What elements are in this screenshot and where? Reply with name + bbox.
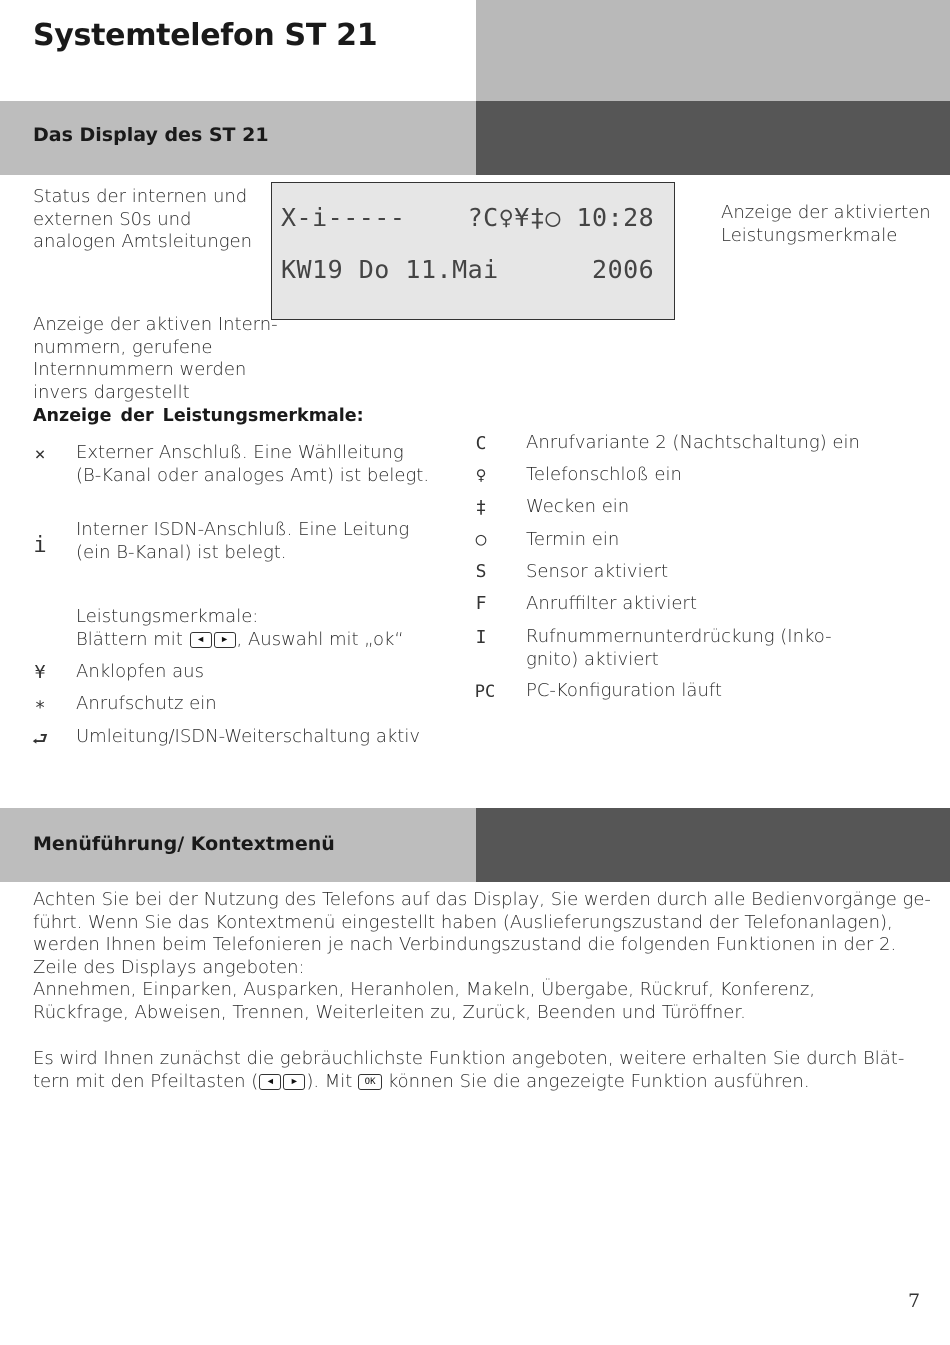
callout-line-status (33, 186, 252, 254)
menu-paragraph-2 (33, 1048, 904, 1093)
paragraph-fragment: können Sie die angezeigte Funktion ausführen. (382, 1070, 810, 1092)
alarm-icon: ‡ (475, 497, 487, 518)
feature-item-forwarding: Umleitung/ISDN-Weiterschaltung aktiv (76, 726, 420, 747)
arrow-left-key-icon: ◄ (259, 1074, 281, 1090)
scroll-note-suffix: , Auswahl mit „ok“ (236, 628, 404, 650)
section-band-right (476, 808, 950, 882)
arrow-left-key-icon: ◄ (190, 632, 212, 648)
x-icon: ⨯ (34, 444, 46, 465)
phone-lock-icon: ♀ (475, 465, 487, 486)
callout-line: Internnummern werden (33, 359, 247, 380)
arrow-right-key-icon: ► (214, 632, 236, 648)
paragraph-line: führt. Wenn Sie das Kontextmenü eingestellt haben (Auslieferungszustand der Telefonanlagen), (33, 911, 893, 933)
menu-paragraph-1 (33, 889, 931, 1024)
paragraph-line: werden Ihnen beim Telefonieren je nach Verbindungszustand die folgenden Funktionen in der 2. (33, 934, 897, 955)
section-band-right (476, 101, 950, 175)
feature-item-sensor: Sensor aktiviert (526, 561, 669, 582)
features-heading: Anzeige der Leistungsmerkmale: (33, 406, 364, 426)
callout-line: invers dargestellt (33, 381, 190, 403)
feature-text: (ein B-Kanal) ist belegt. (76, 541, 287, 563)
page-title: Systemtelefon ST 21 (33, 18, 378, 53)
feature-text: Interner ISDN-Anschluß. Eine Leitung (76, 519, 410, 540)
feature-text: (B-Kanal oder analoges Amt) ist belegt. (76, 464, 430, 486)
pc-config-icon: PC (474, 682, 496, 702)
feature-item-do-not-disturb: Anrufschutz ein (76, 693, 217, 714)
paragraph-line: Zeile des Displays angeboten: (33, 956, 305, 978)
call-filter-icon: F (475, 593, 487, 614)
i-icon: i (33, 533, 47, 558)
feature-item-call-variant: Anrufvariante 2 (Nachtschaltung) ein (526, 432, 860, 453)
callout-line: Leistungsmerkmale (721, 224, 898, 246)
scroll-note-prefix: Blättern mit (76, 628, 189, 650)
callout-line: Anzeige der aktivierten (721, 202, 931, 223)
ok-key-icon: OK (358, 1074, 382, 1090)
caller-id-suppression-icon: I (475, 627, 487, 648)
scroll-note-instruction (76, 629, 404, 652)
scroll-note-title: Leistungsmerkmale: (76, 606, 259, 627)
feature-item-call-filter: Anruffilter aktiviert (526, 593, 697, 614)
paragraph-line: Annehmen, Einparken, Ausparken, Heranholen, Makeln, Übergabe, Rückruf, Konferenz, (33, 979, 816, 1000)
feature-text: Externer Anschluß. Eine Wählleitung (76, 442, 404, 463)
feature-item-pc-config: PC-Konfiguration läuft (526, 680, 722, 701)
callout-line: externen S0s und (33, 208, 192, 230)
feature-text: Rufnummernunterdrückung (Inko- (526, 626, 832, 647)
callout-features (721, 202, 931, 247)
feature-item-external (76, 442, 429, 487)
feature-item-alarm: Wecken ein (526, 496, 630, 517)
call-variant-icon: C (475, 433, 487, 454)
paragraph-line: Rückfrage, Abweisen, Trennen, Weiterleiten zu, Zurück, Beenden und Türöffner. (33, 1001, 746, 1023)
callout-line: Anzeige der aktiven Intern- (33, 314, 278, 335)
section-heading-display: Das Display des ST 21 (33, 124, 269, 146)
do-not-disturb-icon: ∗ (34, 694, 46, 715)
callout-line: nummern, gerufene (33, 336, 213, 358)
scroll-note (76, 606, 404, 651)
feature-item-call-waiting: Anklopfen aus (76, 661, 204, 682)
paragraph-line: Es wird Ihnen zunächst die gebräuchlichste Funktion angeboten, weitere erhalten Sie durch Blät- (33, 1048, 905, 1069)
paragraph-line (33, 1071, 904, 1094)
lcd-line-1: X-i----- ?C♀¥‡○ 10:28 (281, 203, 655, 232)
header-gray-block (476, 0, 950, 101)
arrow-right-key-icon: ► (283, 1074, 305, 1090)
forwarding-icon: ⮐ (31, 729, 49, 750)
paragraph-fragment: tern mit den Pfeiltasten ( (33, 1070, 259, 1092)
feature-item-appointment: Termin ein (526, 529, 620, 550)
paragraph-fragment: ). Mit (306, 1070, 359, 1092)
call-waiting-off-icon: ¥ (34, 662, 46, 683)
feature-item-internal (76, 519, 409, 564)
lcd-line-2: KW19 Do 11.Mai 2006 (281, 255, 655, 284)
feature-text: gnito) aktiviert (526, 648, 659, 670)
section-heading-menu: Menüführung/ Kontextmenü (33, 833, 335, 855)
lcd-display (271, 182, 675, 320)
feature-item-caller-id-suppression (526, 626, 832, 671)
callout-internal-numbers (33, 314, 278, 404)
appointment-icon: ○ (475, 529, 487, 550)
callout-line: Status der internen und (33, 186, 248, 207)
page-number: 7 (908, 1290, 921, 1312)
callout-line: analogen Amtsleitungen (33, 231, 253, 252)
feature-item-phone-lock: Telefonschloß ein (526, 464, 682, 485)
paragraph-line: Achten Sie bei der Nutzung des Telefons auf das Display, Sie werden durch alle Bedienvorgänge ge- (33, 889, 931, 910)
sensor-icon: S (475, 561, 487, 582)
